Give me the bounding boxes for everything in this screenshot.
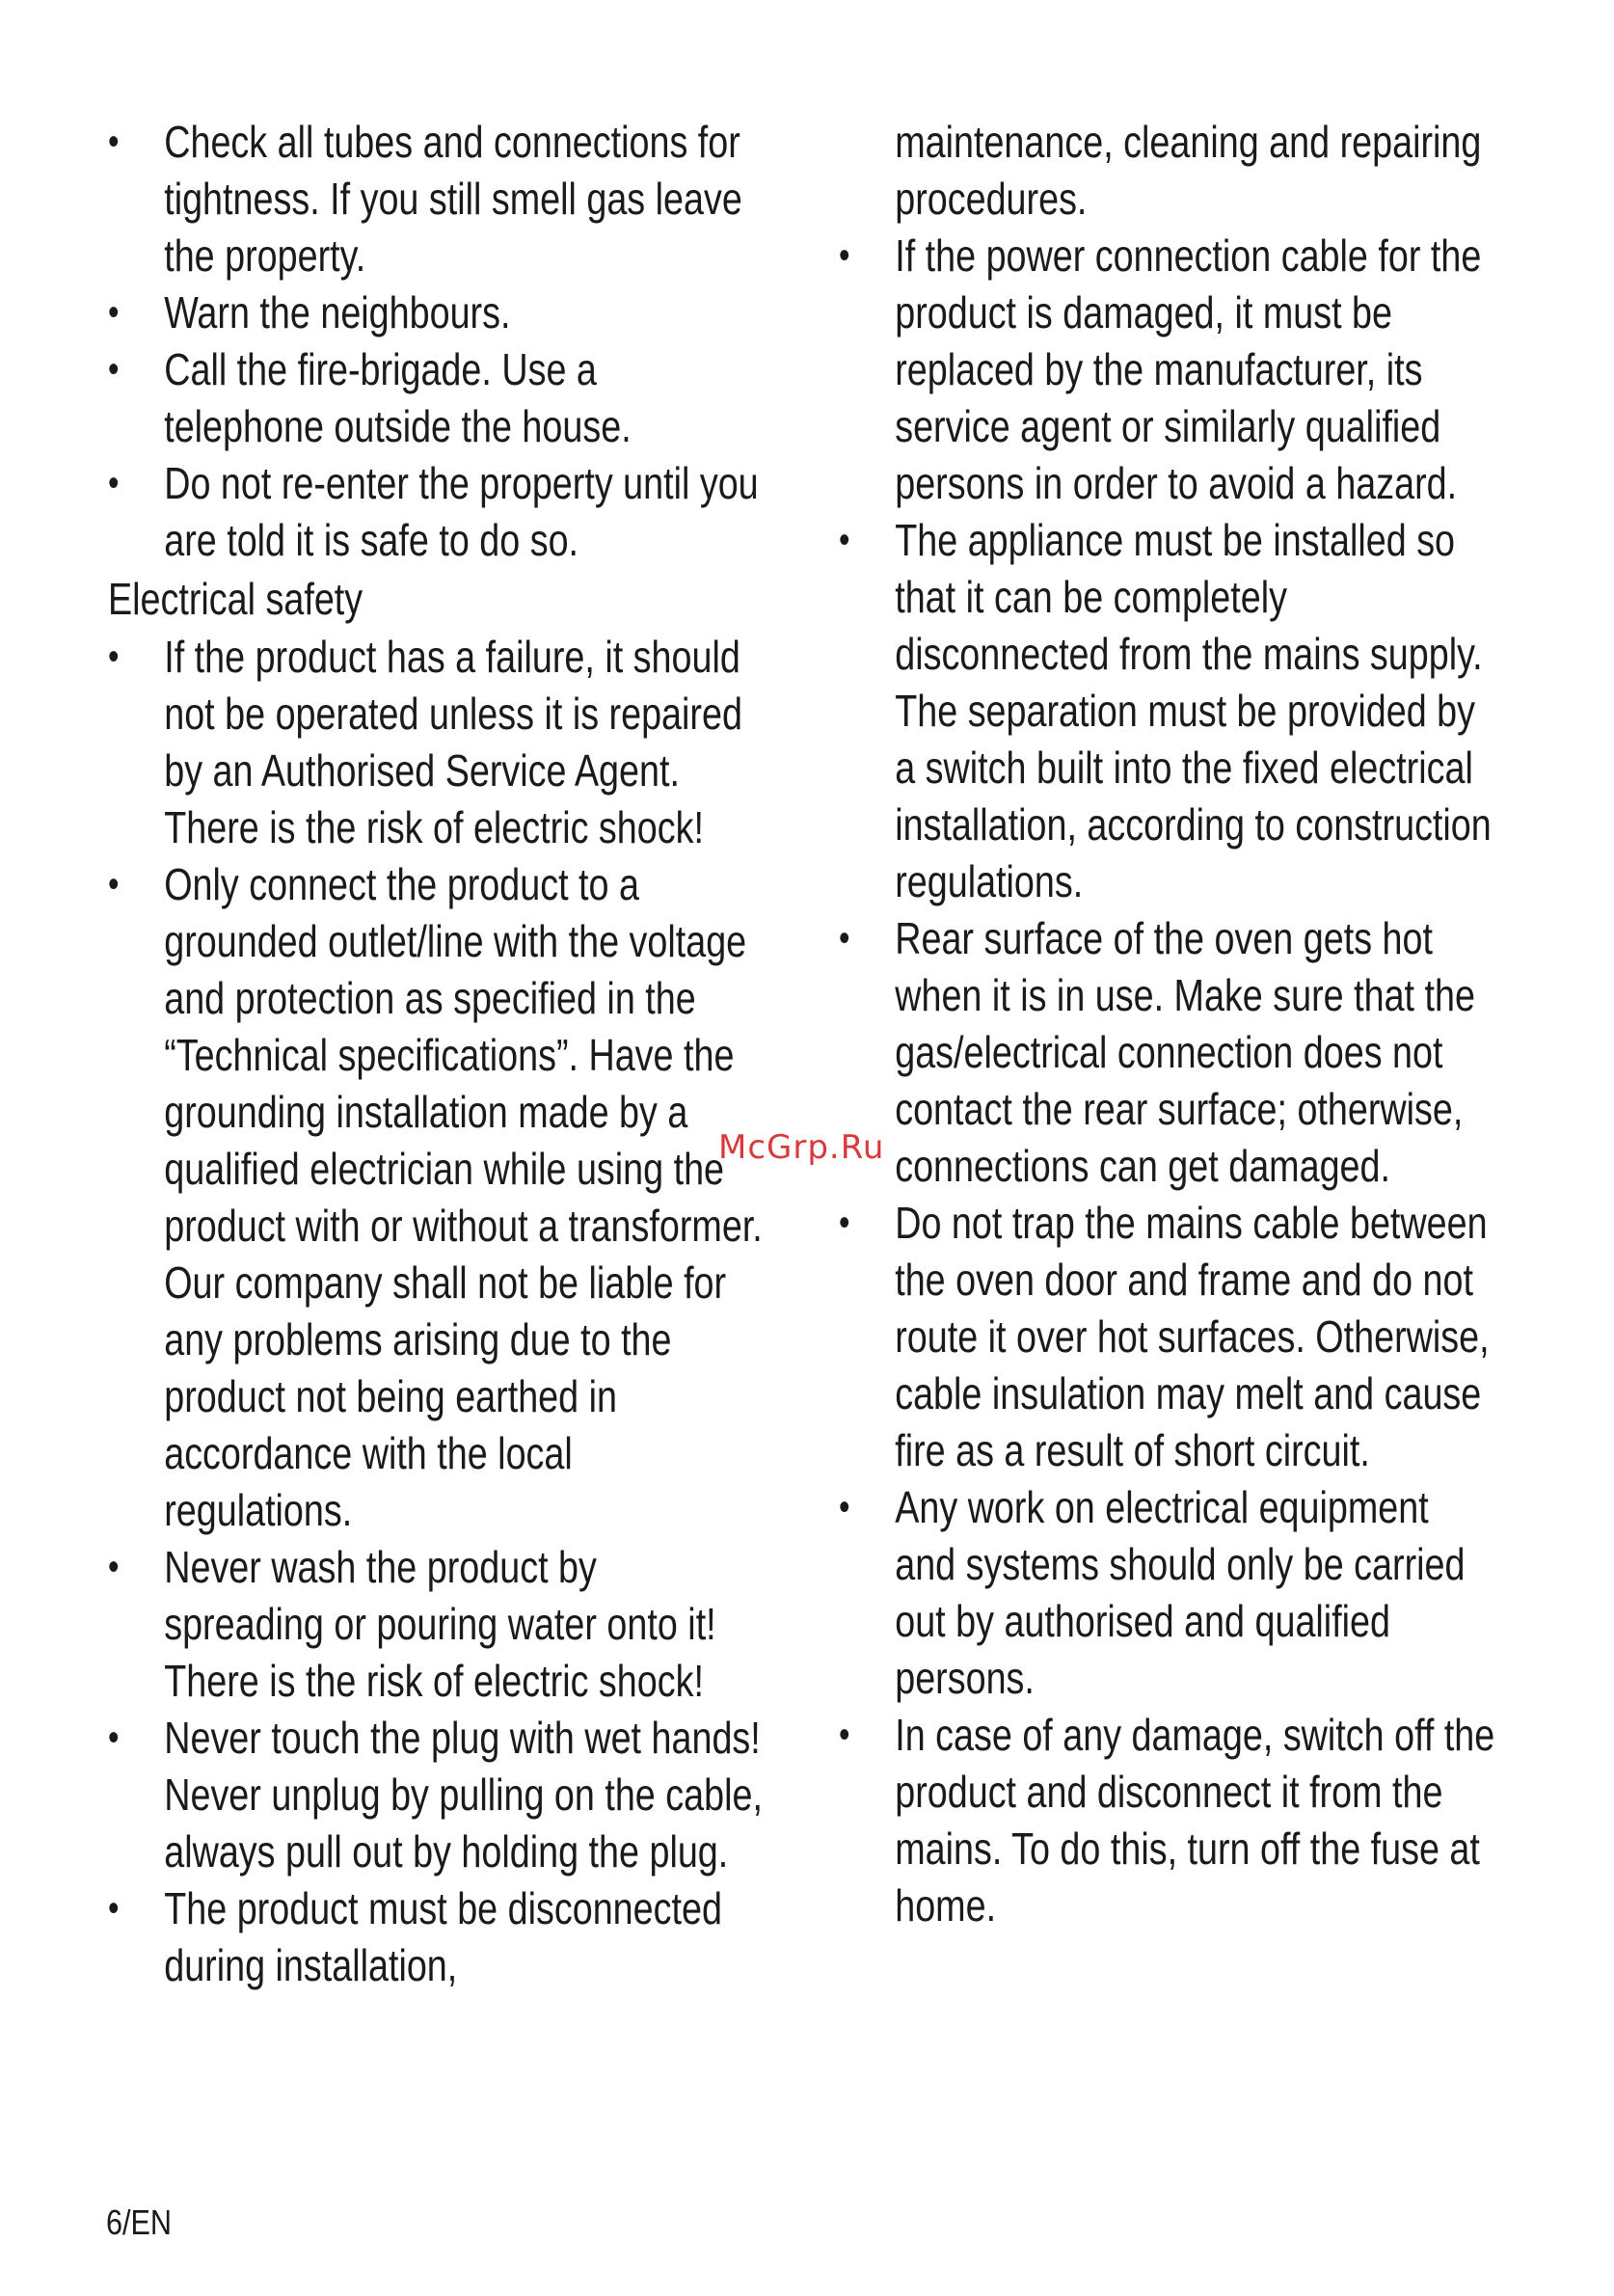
list-item: [839, 1707, 1495, 1934]
list-item: [108, 1710, 765, 1880]
bullet-icon: •: [108, 1716, 120, 1759]
list-item: [108, 341, 765, 455]
bullet-icon: •: [108, 635, 120, 678]
list-item: [108, 284, 765, 341]
list-item: [108, 856, 765, 1539]
list-item: [839, 228, 1495, 512]
list-item-text: Do not re-enter the property until you are told it is safe to do so.: [164, 458, 759, 565]
list-item: [108, 629, 765, 856]
list-item: [839, 512, 1495, 910]
bullet-icon: •: [108, 863, 120, 905]
continued-text: maintenance, cleaning and repairing procedures.: [895, 117, 1482, 224]
right-column: [839, 114, 1519, 1934]
list-item-text: Never wash the product by spreading or pouring water onto it! There is the risk of electric shock!: [164, 1542, 716, 1706]
left-column: [108, 114, 788, 1994]
electrical-safety-list-continued: [839, 228, 1519, 1934]
list-item-text: Warn the neighbours.: [164, 287, 511, 338]
list-item-text: Only connect the product to a grounded outlet/line with the voltage and protection as specified in the “Technical specifications”. Have the grounding installation made by a qualified electrician while using the product with or without a transformer. Our company shall not be liable for any problems arising due to the product not being earthed in accordance with the local regulations.: [164, 859, 763, 1535]
list-item: [108, 1539, 765, 1710]
gas-safety-list: [108, 114, 788, 569]
list-item: [839, 1479, 1495, 1707]
bullet-icon: •: [839, 519, 850, 561]
list-item-text: Rear surface of the oven gets hot when it is in use. Make sure that the gas/electrical connection does not contact the rear surface; otherwise, connections can get damaged.: [895, 913, 1475, 1191]
bullet-icon: •: [839, 917, 850, 959]
list-item-text: Never touch the plug with wet hands! Never unplug by pulling on the cable, always pull out by holding the plug.: [164, 1713, 763, 1877]
bullet-icon: •: [108, 348, 120, 391]
list-item-text: Any work on electrical equipment and systems should only be carried out by authorised and qualified persons.: [895, 1482, 1466, 1703]
bullet-icon: •: [839, 1202, 850, 1244]
bullet-icon: •: [839, 234, 850, 277]
bullet-icon: •: [839, 1486, 850, 1528]
electrical-safety-list: [108, 629, 788, 1994]
list-item-text: Call the fire-brigade. Use a telephone outside the house.: [164, 344, 632, 451]
bullet-icon: •: [108, 462, 120, 504]
list-item-text: Check all tubes and connections for tightness. If you still smell gas leave the property.: [164, 117, 742, 281]
bullet-icon: •: [839, 1714, 850, 1756]
list-item-text: If the product has a failure, it should not be operated unless it is repaired by an Authorised Service Agent. There is the risk of electric shock!: [164, 632, 742, 852]
list-item: [839, 1195, 1495, 1479]
bullet-icon: •: [108, 1546, 120, 1588]
list-item-text: The product must be disconnected during installation,: [164, 1883, 722, 1990]
list-item: [108, 455, 765, 569]
page-number: 6/EN: [106, 2202, 173, 2242]
list-item: [108, 1880, 765, 1994]
list-item-text: If the power connection cable for the product is damaged, it must be replaced by the manufacturer, its service agent or similarly qualified persons in order to avoid a hazard.: [895, 230, 1482, 508]
watermark: McGrp.Ru: [718, 1128, 885, 1167]
bullet-icon: •: [108, 121, 120, 163]
list-item-text: The appliance must be installed so that it can be completely disconnected from the mains supply. The separation must be provided by a switch built into the fixed electrical installation, according to construction regulations.: [895, 515, 1492, 906]
list-item-text: Do not trap the mains cable between the oven door and frame and do not route it over hot surfaces. Otherwise, cable insulation may melt and cause fire as a result of short circuit.: [895, 1198, 1490, 1475]
bullet-icon: •: [108, 291, 120, 334]
list-item: [108, 114, 765, 284]
section-heading-electrical-safety: Electrical safety: [108, 574, 363, 624]
list-item-text: In case of any damage, switch off the product and disconnect it from the mains. To do this, turn off the fuse at home.: [895, 1710, 1495, 1931]
bullet-icon: •: [108, 1887, 120, 1930]
list-item: [839, 910, 1495, 1195]
